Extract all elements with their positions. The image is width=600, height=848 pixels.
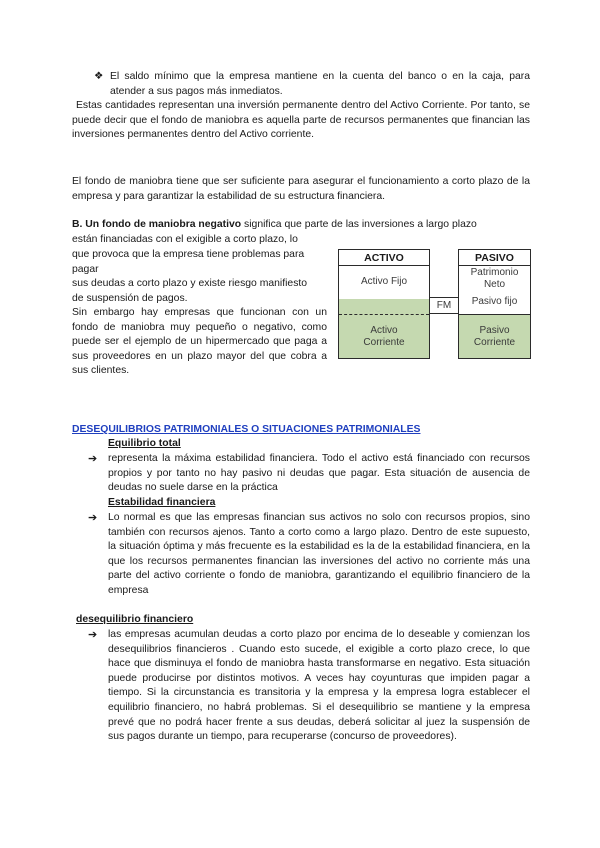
balance-diagram [338,249,531,359]
paragraph-fondo-negativo-line5: de suspensión de pagos. [72,293,188,304]
pasivo-column [458,249,531,359]
item-desequilibrio-financiero [88,628,530,745]
text-estabilidad-financiera: Lo normal es que las empresas financian sus activos no solo con recursos propios, sino también con recursos ajenos. Tanto a corto como a largo plazo. Dentro de este supuesto, la situación óptima y más frecuente es la estabilidad es la de la estabilidad financiera, en la que los recursos permanentes financian las inversiones del activo no corriente más una parte del activo corriente o fondo de maniobra, garantizando el equilibrio financiero de la empresa [108,512,530,596]
paragraph-fondo-negativo-line3: que provoca que la empresa tiene problemas para pagar [72,249,305,275]
paragraph-hipermercado: Sin embargo hay empresas que funcionan con un fondo de maniobra muy pequeño o negativo, como puede ser el ejemplo de un hipermercado que paga a sus proveedores en un plazo mayor del que cobra a sus clientes. [72,307,327,377]
heading-desequilibrio-financiero: desequilibrio financiero [76,614,194,625]
pasivo-fijo-cell: Pasivo fijo [471,296,518,307]
section-title-desequilibrios[interactable]: DESEQUILIBRIOS PATRIMONIALES O SITUACIONES PATRIMONIALES [72,424,421,435]
paragraph-fondo-negativo-rest: significa que parte de las inversiones a largo plazo [241,219,477,230]
activo-column [338,249,430,359]
text-equilibrio-total: representa la máxima estabilidad financiera. Todo el activo está financiado con recursos propios y por tanto no hay pasivo ni deudas que pagar. Esta situación de ausencia de deudas no suele darse en la práctica [108,453,530,494]
diamond-bullet-icon: ❖ [94,71,104,82]
arrow-bullet-icon: ➔ [88,512,98,524]
fm-label: FM [430,297,458,314]
activo-fijo-green-band [339,299,429,314]
arrow-bullet-icon: ➔ [88,629,98,641]
activo-fijo-cell: Activo Fijo [360,276,408,287]
paragraph-fondo-suficiente: El fondo de maniobra tiene que ser suficiente para asegurar el funcionamiento a corto plazo de la empresa y para garantizar la estabilidad de su estructura financiera. [72,176,530,202]
item-equilibrio-total [88,452,530,496]
arrow-bullet-icon: ➔ [88,453,98,465]
patrimonio-neto-cell: Patrimonio Neto [470,267,519,290]
pasivo-title: PASIVO [459,250,530,266]
paragraph-inversion-permanente: Estas cantidades representan una inversión permanente dentro del Activo Corriente. Por tanto, se puede decir que el fondo de maniobra es aquella parte de recursos permanentes que financian las inversiones permanentes dentro del Activo corriente. [72,100,530,141]
bold-heading-fondo-negativo: B. Un fondo de maniobra negativo [72,219,242,230]
bullet-text: El saldo mínimo que la empresa mantiene en la cuenta del banco o en la caja, para atender a sus pagos más inmediatos. [110,71,530,97]
paragraph-fondo-negativo-line1 [72,218,530,233]
heading-equilibrio-total: Equilibrio total [108,438,181,449]
item-estabilidad-financiera [88,511,530,599]
heading-estabilidad-financiera: Estabilidad financiera [108,497,216,508]
activo-corriente-cell: Activo Corriente [339,314,429,358]
bullet-item-saldo-minimo [94,70,530,99]
paragraph-fondo-negativo-line4: sus deudas a corto plazo y existe riesgo manifiesto [72,278,308,289]
pasivo-corriente-cell: Pasivo Corriente [459,314,530,358]
text-desequilibrio-financiero: las empresas acumulan deudas a corto plazo por encima de lo deseable y comienzan los desequilibrios financieros . Cuando esto sucede, el exigible a corto plazo crece, lo que hace que disminuya el fondo de maniobra hasta transformarse en negativo. Esta situación puede producirse por distintos motivos. A veces hay coyunturas que impiden pagar a tiempo. Si la circunstancia es transitoria y la empresa y la empresa logra establecer el equilibrio financiero, no habrá problemas. Si el desequilibrio se mantiene y la empresa prevé que no podrá hacer frente a sus deudas, deberá solicitar al juez la suspensión de sus pagos durante un tiempo, para recuperarse (concurso de proveedores). [108,629,530,743]
paragraph-fondo-negativo-line2: están financiadas con el exigible a corto plazo, lo [72,234,298,245]
activo-title: ACTIVO [339,250,429,266]
